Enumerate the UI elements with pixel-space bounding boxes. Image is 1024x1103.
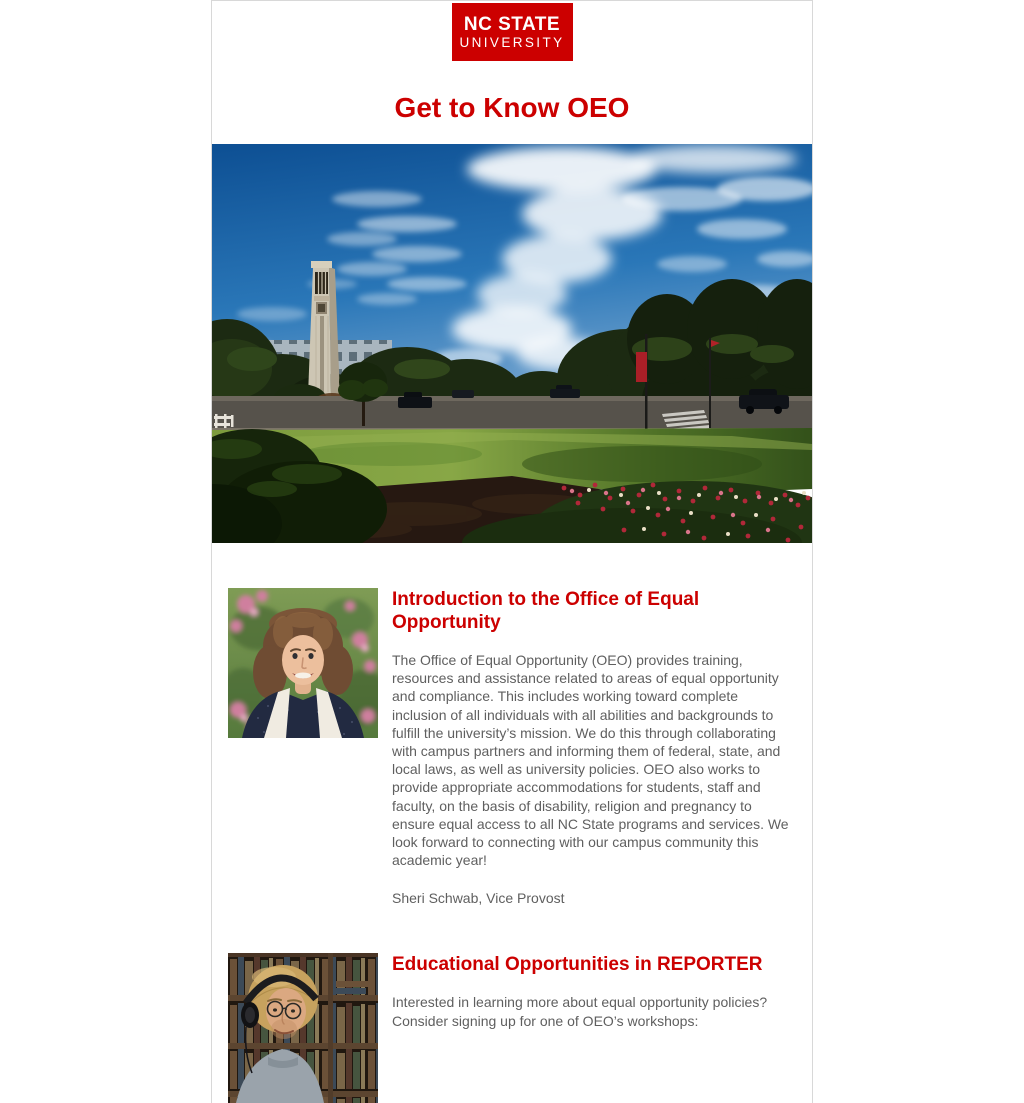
section-introduction-text [392,588,796,907]
email-header [212,1,812,125]
section-reporter-text [392,953,796,1029]
section-heading: Educational Opportunities in REPORTER [392,954,763,976]
red-banner [636,352,647,382]
email-body [211,0,813,1103]
student-photo [228,953,378,1103]
logo-line-1: NC STATE [463,14,561,35]
hero-image [212,144,812,543]
section-body: The Office of Equal Opportunity (OEO) provides training, resources and assistance related to areas of equal opportunity and compliance. This includes working toward complete inclusion of all individuals with all abilities and backgrounds to fulfill the university’s mission. We do this through collaborating with campus partners and informing them of federal, state, and local laws, as well as university policies. OEO also works to provide appropriate accommodations for students, staff and faculty, on the basis of disability, religion and pregnancy to ensure equal access to all NC State programs and services. We look forward to connecting with our campus community this academic year! [392,652,789,869]
student-illustration [228,953,378,1103]
logo-line-2: UNIVERSITY [459,35,565,50]
belltower-campus-illustration [212,144,812,543]
ncstate-logo[interactable] [452,3,573,61]
section-introduction [212,588,812,907]
section-reporter [212,953,812,1103]
portrait-photo [228,588,378,738]
portrait-illustration [228,588,378,738]
newsletter-title: Get to Know OEO [394,92,630,123]
section-heading: Introduction to the Office of Equal Opportunity [392,589,700,633]
section-signature: Sheri Schwab, Vice Provost [392,890,565,907]
section-body: Interested in learning more about equal opportunity policies? Consider signing up for one of OEO’s workshops: [392,994,768,1029]
